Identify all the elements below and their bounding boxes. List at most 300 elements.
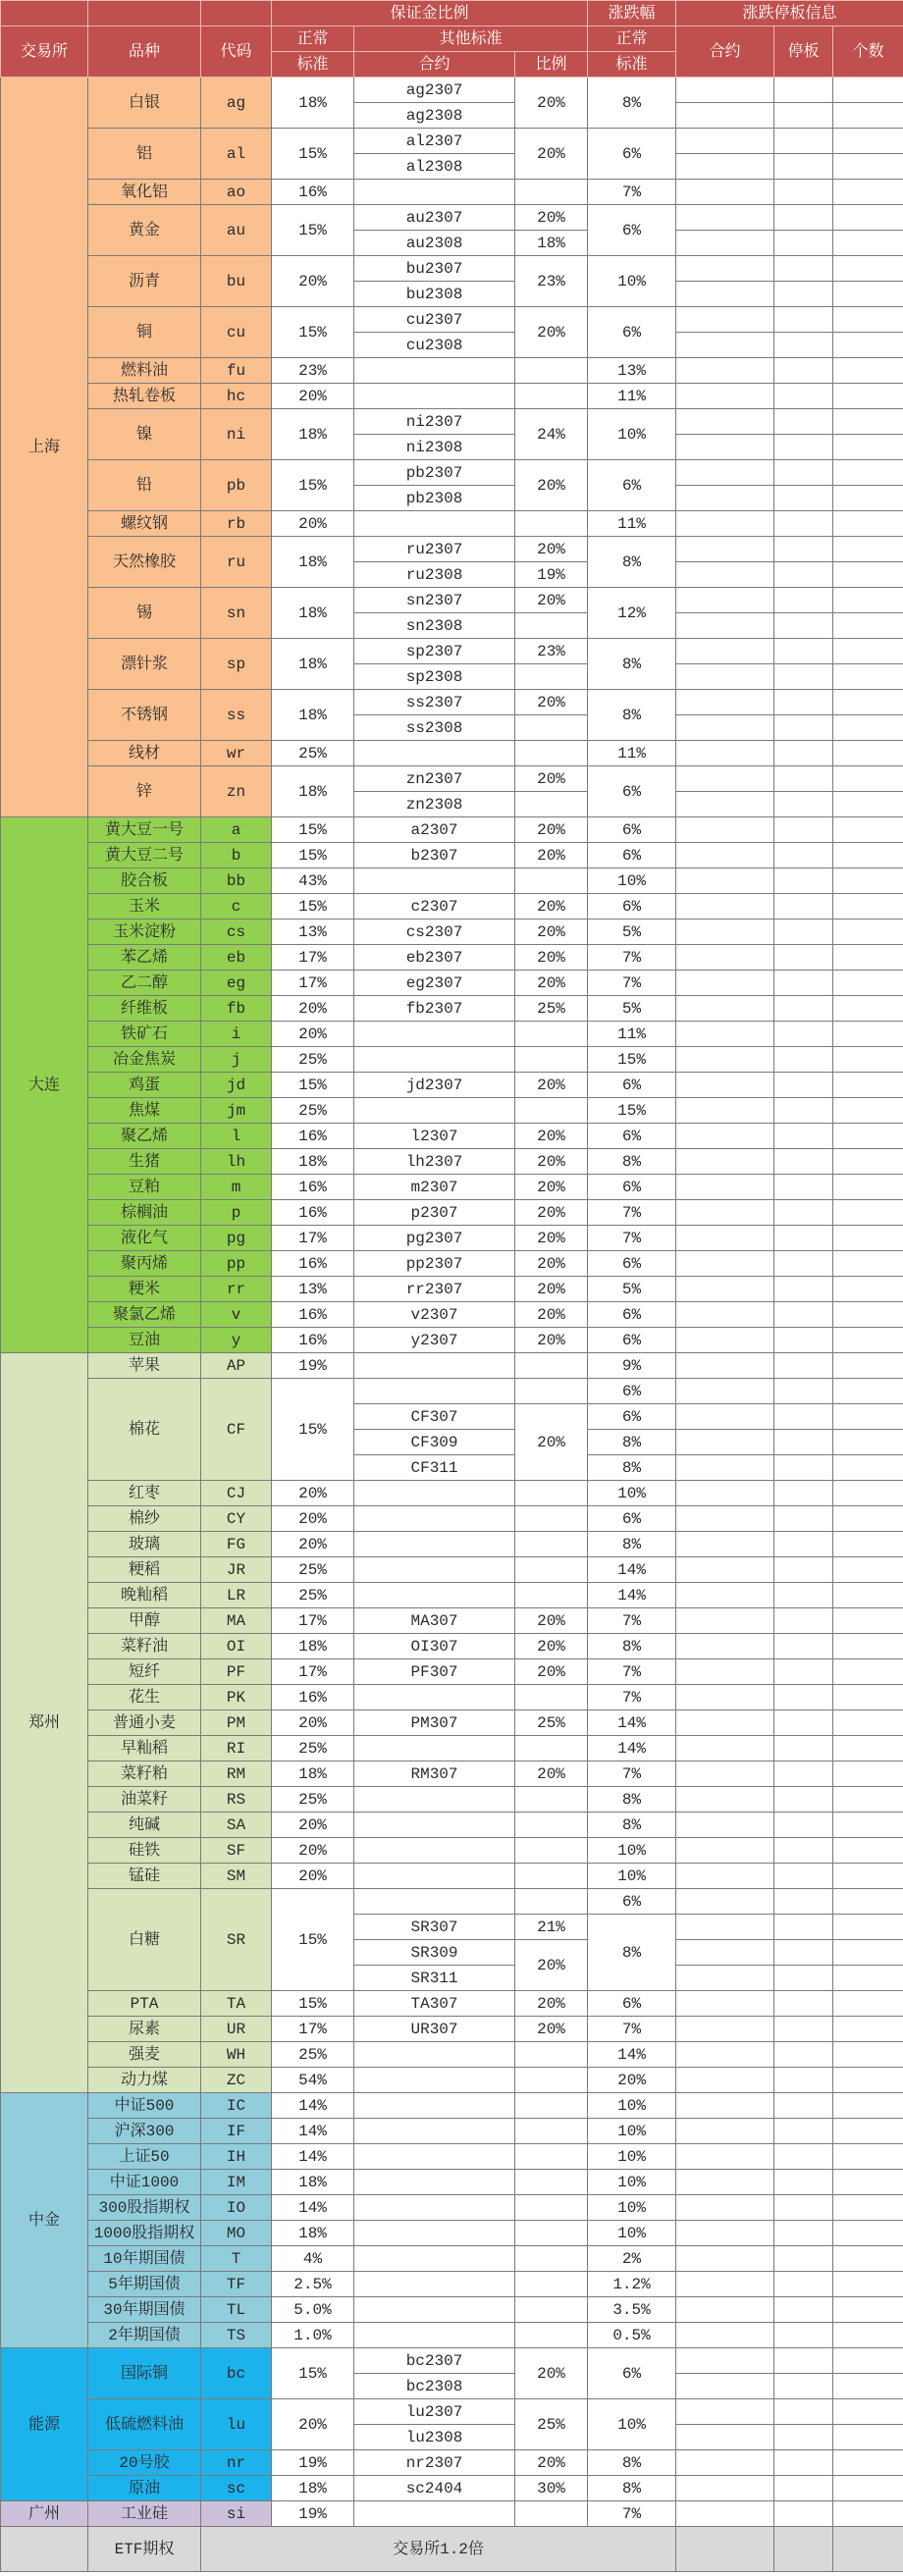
- ratio-cell: 20%: [515, 460, 588, 511]
- header-margin-group: 保证金比例: [272, 1, 588, 26]
- halt-contract-cell: [676, 154, 774, 180]
- contract-cell: lu2307: [354, 2399, 515, 2425]
- table-row: [1, 384, 903, 409]
- limit-normal-cell: 10%: [588, 256, 676, 307]
- footer-note-cell: 交易所1.2倍: [201, 2527, 676, 2572]
- footer-variety-cell: ETF期权: [88, 2527, 201, 2572]
- contract-cell: SR307: [354, 1915, 515, 1940]
- ratio-cell: [515, 511, 588, 537]
- table-row: [1, 741, 903, 766]
- halt-board-cell: [774, 588, 833, 613]
- code-cell: TF: [201, 2272, 272, 2297]
- ratio-cell: [515, 2272, 588, 2297]
- code-cell: TS: [201, 2323, 272, 2348]
- limit-normal-cell: 8%: [588, 537, 676, 588]
- code-cell: p: [201, 1200, 272, 1226]
- halt-count-cell: [833, 307, 903, 333]
- halt-board-cell: [774, 2068, 833, 2093]
- table-row: [1, 1506, 903, 1532]
- table-row: [1, 1608, 903, 1634]
- code-cell: cu: [201, 307, 272, 358]
- limit-normal-cell: 7%: [588, 1226, 676, 1251]
- halt-board-cell: [774, 1404, 833, 1430]
- table-row: [1, 868, 903, 894]
- halt-board-cell: [774, 231, 833, 256]
- contract-cell: [354, 2297, 515, 2323]
- margin-normal-cell: 20%: [272, 1532, 354, 1557]
- limit-normal-cell: 8%: [588, 1634, 676, 1659]
- halt-contract-cell: [676, 333, 774, 358]
- margin-normal-cell: 23%: [272, 358, 354, 384]
- table-row: [1, 307, 903, 333]
- contract-cell: [354, 2246, 515, 2272]
- header-other-ratio: 比例: [515, 52, 588, 78]
- margin-normal-cell: 18%: [272, 409, 354, 460]
- code-cell: ni: [201, 409, 272, 460]
- halt-board-cell: [774, 1915, 833, 1940]
- halt-board-cell: [774, 409, 833, 435]
- halt-contract-cell: [676, 2068, 774, 2093]
- contract-cell: SR309: [354, 1940, 515, 1966]
- margin-normal-cell: 16%: [272, 1685, 354, 1710]
- limit-normal-cell: 10%: [588, 2119, 676, 2144]
- halt-contract-cell: [676, 1838, 774, 1864]
- halt-count-cell: [833, 537, 903, 562]
- halt-contract-cell: [676, 2170, 774, 2195]
- halt-board-cell: [774, 2170, 833, 2195]
- halt-count-cell: [833, 1124, 903, 1149]
- limit-normal-cell: 15%: [588, 1098, 676, 1124]
- halt-board-cell: [774, 766, 833, 792]
- variety-cell: 液化气: [88, 1226, 201, 1251]
- code-cell: pg: [201, 1226, 272, 1251]
- contract-cell: [354, 2195, 515, 2221]
- limit-normal-cell: 10%: [588, 2144, 676, 2170]
- code-cell: SM: [201, 1864, 272, 1889]
- limit-normal-cell: 11%: [588, 741, 676, 766]
- margin-normal-cell: 25%: [272, 2042, 354, 2068]
- halt-count-cell: [833, 1353, 903, 1379]
- halt-board-cell: [774, 868, 833, 894]
- halt-contract-cell: [676, 664, 774, 690]
- variety-cell: 苯乙烯: [88, 945, 201, 971]
- variety-cell: PTA: [88, 1991, 201, 2017]
- code-cell: PK: [201, 1685, 272, 1710]
- table-row: [1, 1047, 903, 1073]
- margin-normal-cell: 20%: [272, 996, 354, 1022]
- margin-normal-cell: 15%: [272, 1889, 354, 1991]
- halt-board-cell: [774, 460, 833, 486]
- code-cell: SA: [201, 1813, 272, 1838]
- halt-count-cell: [833, 1430, 903, 1455]
- contract-cell: [354, 1557, 515, 1583]
- code-cell: a: [201, 817, 272, 843]
- margin-normal-cell: 16%: [272, 1302, 354, 1328]
- halt-contract-cell: [676, 2221, 774, 2246]
- contract-cell: b2307: [354, 843, 515, 868]
- variety-cell: 棉纱: [88, 1506, 201, 1532]
- contract-cell: pb2307: [354, 460, 515, 486]
- ratio-cell: [515, 1353, 588, 1379]
- variety-cell: 沥青: [88, 256, 201, 307]
- ratio-cell: [515, 2093, 588, 2119]
- halt-count-cell: [833, 1175, 903, 1200]
- table-row: [1, 358, 903, 384]
- table-row: [1, 537, 903, 562]
- header-limit-group: 涨跌幅: [588, 1, 676, 26]
- header-limit-normal-bottom: 标准: [588, 52, 676, 78]
- margin-normal-cell: 18%: [272, 639, 354, 690]
- ratio-cell: 20%: [515, 1175, 588, 1200]
- halt-count-cell: [833, 715, 903, 741]
- code-cell: rr: [201, 1277, 272, 1302]
- variety-cell: 氧化铝: [88, 180, 201, 205]
- halt-count-cell: [833, 1991, 903, 2017]
- limit-normal-cell: 10%: [588, 409, 676, 460]
- halt-contract-cell: [676, 971, 774, 996]
- halt-board-cell: [774, 817, 833, 843]
- halt-count-cell: [833, 1328, 903, 1353]
- ratio-cell: 20%: [515, 843, 588, 868]
- limit-normal-cell: 6%: [588, 129, 676, 180]
- contract-cell: [354, 2323, 515, 2348]
- margin-normal-cell: 18%: [272, 766, 354, 817]
- limit-normal-cell: 5%: [588, 996, 676, 1022]
- table-row: [1, 1302, 903, 1328]
- halt-count-cell: [833, 1226, 903, 1251]
- ratio-cell: [515, 792, 588, 817]
- table-row: [1, 409, 903, 435]
- limit-normal-cell: 8%: [588, 690, 676, 741]
- halt-count-cell: [833, 1583, 903, 1608]
- ratio-cell: [515, 1098, 588, 1124]
- margin-normal-cell: 18%: [272, 1149, 354, 1175]
- contract-cell: CF309: [354, 1430, 515, 1455]
- margin-normal-cell: 20%: [272, 1506, 354, 1532]
- halt-board-cell: [774, 358, 833, 384]
- variety-cell: 菜籽油: [88, 1634, 201, 1659]
- limit-normal-cell: 10%: [588, 868, 676, 894]
- ratio-cell: 23%: [515, 639, 588, 664]
- ratio-cell: 20%: [515, 2348, 588, 2399]
- margin-normal-cell: 20%: [272, 1710, 354, 1736]
- table-row: [1, 2450, 903, 2476]
- halt-contract-cell: [676, 180, 774, 205]
- ratio-cell: [515, 868, 588, 894]
- halt-contract-cell: [676, 1966, 774, 1991]
- margin-normal-cell: 25%: [272, 1047, 354, 1073]
- limit-normal-cell: 6%: [588, 894, 676, 920]
- code-cell: m: [201, 1175, 272, 1200]
- halt-contract-cell: [676, 2374, 774, 2399]
- limit-normal-cell: 8%: [588, 1915, 676, 1991]
- table-row: [1, 996, 903, 1022]
- ratio-cell: 20%: [515, 894, 588, 920]
- halt-board-cell: [774, 1813, 833, 1838]
- table-row: [1, 1149, 903, 1175]
- margin-normal-cell: 4%: [272, 2246, 354, 2272]
- contract-cell: [354, 1022, 515, 1047]
- halt-board-cell: [774, 1098, 833, 1124]
- contract-cell: SR311: [354, 1966, 515, 1991]
- contract-cell: [354, 2119, 515, 2144]
- contract-cell: [354, 511, 515, 537]
- table-row: [1, 1251, 903, 1277]
- header-blank-code: [201, 1, 272, 26]
- ratio-cell: 20%: [515, 1940, 588, 1991]
- variety-cell: 中证1000: [88, 2170, 201, 2195]
- variety-cell: 晚籼稻: [88, 1583, 201, 1608]
- halt-contract-cell: [676, 1047, 774, 1073]
- limit-normal-cell: 3.5%: [588, 2297, 676, 2323]
- halt-board-cell: [774, 2297, 833, 2323]
- ratio-cell: 20%: [515, 1073, 588, 1098]
- halt-count-cell: [833, 1379, 903, 1404]
- margin-normal-cell: 15%: [272, 460, 354, 511]
- halt-count-cell: [833, 868, 903, 894]
- code-cell: IC: [201, 2093, 272, 2119]
- code-cell: bu: [201, 256, 272, 307]
- ratio-cell: 30%: [515, 2476, 588, 2501]
- table-row: [1, 2017, 903, 2042]
- footer-halt-board-cell: [774, 2527, 833, 2572]
- contract-cell: ni2308: [354, 435, 515, 460]
- code-cell: fu: [201, 358, 272, 384]
- halt-contract-cell: [676, 435, 774, 460]
- halt-board-cell: [774, 1481, 833, 1506]
- table-row: [1, 2399, 903, 2425]
- contract-cell: [354, 2501, 515, 2527]
- margin-normal-cell: 16%: [272, 1200, 354, 1226]
- ratio-cell: 20%: [515, 129, 588, 180]
- halt-board-cell: [774, 1302, 833, 1328]
- halt-count-cell: [833, 1506, 903, 1532]
- halt-contract-cell: [676, 1481, 774, 1506]
- ratio-cell: [515, 1022, 588, 1047]
- halt-count-cell: [833, 1685, 903, 1710]
- halt-count-cell: [833, 1532, 903, 1557]
- table-row: [1, 2144, 903, 2170]
- ratio-cell: 20%: [515, 817, 588, 843]
- table-row: [1, 1379, 903, 1404]
- halt-board-cell: [774, 920, 833, 945]
- variety-cell: 普通小麦: [88, 1710, 201, 1736]
- margin-normal-cell: 17%: [272, 1659, 354, 1685]
- ratio-cell: [515, 1557, 588, 1583]
- halt-contract-cell: [676, 460, 774, 486]
- halt-count-cell: [833, 180, 903, 205]
- code-cell: UR: [201, 2017, 272, 2042]
- halt-board-cell: [774, 562, 833, 588]
- ratio-cell: [515, 180, 588, 205]
- variety-cell: 短纤: [88, 1659, 201, 1685]
- halt-count-cell: [833, 1302, 903, 1328]
- contract-cell: pg2307: [354, 1226, 515, 1251]
- halt-board-cell: [774, 2450, 833, 2476]
- limit-normal-cell: 10%: [588, 2093, 676, 2119]
- halt-board-cell: [774, 1761, 833, 1787]
- halt-count-cell: [833, 205, 903, 231]
- limit-normal-cell: 6%: [588, 205, 676, 256]
- halt-board-cell: [774, 1277, 833, 1302]
- margin-normal-cell: 20%: [272, 1864, 354, 1889]
- ratio-cell: [515, 2221, 588, 2246]
- contract-cell: [354, 358, 515, 384]
- footer-section: [1, 2527, 903, 2572]
- contract-cell: RM307: [354, 1761, 515, 1787]
- margin-normal-cell: 15%: [272, 129, 354, 180]
- code-cell: si: [201, 2501, 272, 2527]
- limit-normal-cell: 10%: [588, 1864, 676, 1889]
- code-cell: au: [201, 205, 272, 256]
- ratio-cell: 20%: [515, 945, 588, 971]
- exchange-cell: 广州: [1, 2501, 88, 2527]
- margin-normal-cell: 20%: [272, 1481, 354, 1506]
- ratio-cell: [515, 1047, 588, 1073]
- limit-normal-cell: 7%: [588, 1200, 676, 1226]
- halt-contract-cell: [676, 1124, 774, 1149]
- code-cell: TL: [201, 2297, 272, 2323]
- footer-exchange-cell: [1, 2527, 88, 2572]
- halt-count-cell: [833, 358, 903, 384]
- variety-cell: 天然橡胶: [88, 537, 201, 588]
- margin-normal-cell: 2.5%: [272, 2272, 354, 2297]
- footer-halt-contract-cell: [676, 2527, 774, 2572]
- halt-count-cell: [833, 256, 903, 282]
- code-cell: MA: [201, 1608, 272, 1634]
- halt-board-cell: [774, 1787, 833, 1813]
- code-cell: jd: [201, 1073, 272, 1098]
- ratio-cell: [515, 2119, 588, 2144]
- limit-normal-cell: 6%: [588, 817, 676, 843]
- table-row: [1, 256, 903, 282]
- table-header: [1, 1, 903, 78]
- table-row: [1, 1659, 903, 1685]
- contract-cell: au2307: [354, 205, 515, 231]
- ratio-cell: 20%: [515, 1608, 588, 1634]
- halt-board-cell: [774, 2195, 833, 2221]
- halt-contract-cell: [676, 1889, 774, 1915]
- limit-normal-cell: 6%: [588, 1991, 676, 2017]
- header-row-group: [1, 1, 903, 26]
- ratio-cell: 19%: [515, 562, 588, 588]
- table-row: [1, 588, 903, 613]
- contract-cell: ag2308: [354, 103, 515, 129]
- code-cell: T: [201, 2246, 272, 2272]
- halt-contract-cell: [676, 1736, 774, 1761]
- halt-contract-cell: [676, 2323, 774, 2348]
- halt-count-cell: [833, 2042, 903, 2068]
- halt-contract-cell: [676, 1430, 774, 1455]
- margin-normal-cell: 20%: [272, 1022, 354, 1047]
- limit-normal-cell: 9%: [588, 1353, 676, 1379]
- margin-normal-cell: 15%: [272, 894, 354, 920]
- variety-cell: 1000股指期权: [88, 2221, 201, 2246]
- halt-count-cell: [833, 817, 903, 843]
- exchange-cell: 大连: [1, 817, 88, 1353]
- variety-cell: 铜: [88, 307, 201, 358]
- margin-normal-cell: 25%: [272, 741, 354, 766]
- halt-contract-cell: [676, 2017, 774, 2042]
- halt-board-cell: [774, 1659, 833, 1685]
- header-exchange: 交易所: [1, 26, 88, 78]
- code-cell: WH: [201, 2042, 272, 2068]
- halt-contract-cell: [676, 1226, 774, 1251]
- variety-cell: 聚乙烯: [88, 1124, 201, 1149]
- code-cell: CJ: [201, 1481, 272, 1506]
- halt-board-cell: [774, 1864, 833, 1889]
- contract-cell: OI307: [354, 1634, 515, 1659]
- halt-contract-cell: [676, 562, 774, 588]
- limit-normal-cell: 6%: [588, 1379, 676, 1404]
- limit-normal-cell: 6%: [588, 1404, 676, 1430]
- margin-normal-cell: 18%: [272, 1761, 354, 1787]
- contract-cell: lh2307: [354, 1149, 515, 1175]
- ratio-cell: 20%: [515, 690, 588, 715]
- code-cell: CY: [201, 1506, 272, 1532]
- contract-cell: [354, 2144, 515, 2170]
- margin-normal-cell: 15%: [272, 817, 354, 843]
- margin-normal-cell: 17%: [272, 1226, 354, 1251]
- table-row: [1, 1685, 903, 1710]
- halt-board-cell: [774, 2399, 833, 2425]
- variety-cell: 5年期国债: [88, 2272, 201, 2297]
- contract-cell: au2308: [354, 231, 515, 256]
- halt-board-cell: [774, 1379, 833, 1404]
- table-row: [1, 2119, 903, 2144]
- ratio-cell: [515, 1889, 588, 1915]
- halt-board-cell: [774, 78, 833, 103]
- halt-count-cell: [833, 333, 903, 358]
- halt-count-cell: [833, 1634, 903, 1659]
- code-cell: bb: [201, 868, 272, 894]
- halt-contract-cell: [676, 2195, 774, 2221]
- halt-contract-cell: [676, 256, 774, 282]
- margin-normal-cell: 20%: [272, 384, 354, 409]
- table-row: [1, 920, 903, 945]
- contract-cell: [354, 1864, 515, 1889]
- halt-contract-cell: [676, 613, 774, 639]
- limit-normal-cell: 6%: [588, 2348, 676, 2399]
- ratio-cell: 25%: [515, 996, 588, 1022]
- halt-board-cell: [774, 741, 833, 766]
- contract-cell: [354, 868, 515, 894]
- code-cell: zn: [201, 766, 272, 817]
- halt-count-cell: [833, 2221, 903, 2246]
- contract-cell: bc2308: [354, 2374, 515, 2399]
- variety-cell: 中证500: [88, 2093, 201, 2119]
- header-limit-normal-top: 正常: [588, 26, 676, 52]
- halt-count-cell: [833, 741, 903, 766]
- ratio-cell: 20%: [515, 1328, 588, 1353]
- margin-normal-cell: 17%: [272, 945, 354, 971]
- margin-normal-cell: 25%: [272, 1557, 354, 1583]
- ratio-cell: 20%: [515, 1761, 588, 1787]
- table-row: [1, 2042, 903, 2068]
- halt-board-cell: [774, 1966, 833, 1991]
- halt-board-cell: [774, 205, 833, 231]
- ratio-cell: 20%: [515, 1302, 588, 1328]
- code-cell: lh: [201, 1149, 272, 1175]
- ratio-cell: 20%: [515, 1404, 588, 1481]
- variety-cell: 焦煤: [88, 1098, 201, 1124]
- halt-contract-cell: [676, 307, 774, 333]
- halt-count-cell: [833, 1098, 903, 1124]
- halt-contract-cell: [676, 129, 774, 154]
- limit-normal-cell: 11%: [588, 1022, 676, 1047]
- limit-normal-cell: 5%: [588, 1277, 676, 1302]
- code-cell: l: [201, 1124, 272, 1149]
